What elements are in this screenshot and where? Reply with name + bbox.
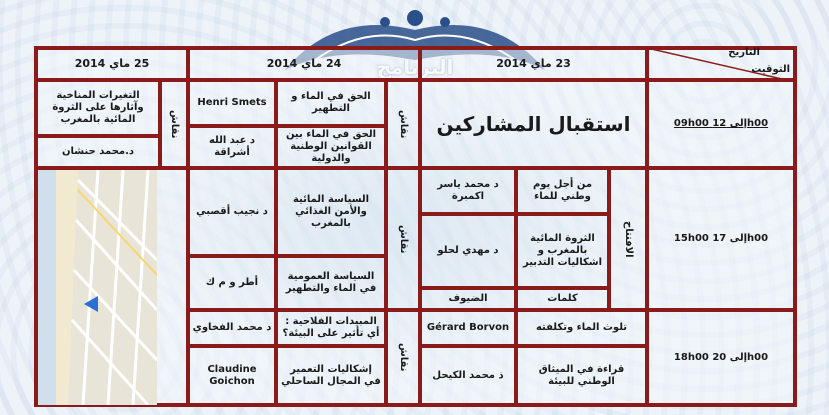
time-slot-2-text: 15h00 إلى 17h00 (673, 233, 769, 244)
day2-talk4-title: السياسة العمومية في الماء والتطهير (276, 256, 386, 310)
day2-pause2-text: نقاش (398, 224, 409, 254)
day2-pause1 (386, 80, 420, 168)
header-day3: 25 ماي 2014 (36, 48, 188, 80)
header-day2: 24 ماي 2014 (188, 48, 420, 80)
day1-opening (609, 168, 647, 310)
day2-pause2 (386, 168, 420, 310)
day1-welcome: استقبال المشاركين (420, 80, 647, 168)
day2-talk5-title: المبيدات الفلاحية : أي تأثير على البيئة؟ (276, 310, 386, 346)
day2-talk1-speaker-text: Henri Smets (197, 97, 267, 108)
day1-talk2-title: الثروة المائية بالمغرب و اشكاليات التدبير (516, 214, 609, 288)
day1-talk3-title: تلوث الماء وتكلفته (516, 310, 647, 346)
day3-talk1-speaker: د.محمد حنشان (36, 136, 160, 168)
day1-talk3-speaker-text: Gérard Borvon (426, 322, 510, 333)
day1-talk3-speaker (420, 310, 516, 346)
time-slot-1-text: 09h00 إلى 12h00 (673, 118, 769, 129)
header-day1: 23 ماي 2014 (420, 48, 647, 80)
day1-guests-title: كلمات (516, 288, 609, 310)
time-slot-3-text: 18h00 إلى 20h00 (673, 351, 769, 363)
date-label: التاريخ (728, 47, 760, 58)
time-slot-1 (647, 80, 795, 168)
day1-talk4-title: قراءة في الميثاق الوطني للبيئة (516, 346, 647, 405)
day1-talk4-speaker: ذ محمد الكيحل (420, 346, 516, 405)
day1-talk2-speaker: د مهدي لحلو (420, 214, 516, 288)
location-map (38, 170, 157, 405)
day2-talk4-speaker: أطر و م ك (188, 256, 276, 310)
day2-talk3-title: السياسة المائية والأمن الغذائي بالمغرب (276, 168, 386, 256)
time-label: التوقيت (751, 64, 790, 75)
day1-talk1-speaker: د محمد ياسر اكمبرة (420, 168, 516, 214)
day3-pause1-text: نقاش (169, 109, 180, 139)
day2-talk6-speaker-text: Claudine Goichon (207, 363, 257, 387)
day1-opening-text: الافتتاح (623, 220, 634, 258)
day2-talk6-speaker (188, 346, 276, 405)
day2-talk1-title: الحق في الماء و التطهير (276, 80, 386, 126)
day2-pause1-text: نقاش (398, 109, 409, 139)
day2-talk2-title: الحق في الماء بين القوانين الوطنية والدولية (276, 126, 386, 168)
day3-pause1 (160, 80, 188, 168)
day1-pause3-text: نقاش (398, 343, 409, 372)
day2-talk3-speaker: د نجيب أقصبي (188, 168, 276, 256)
day1-talk1-title: من أجل يوم وطني للماء (516, 168, 609, 214)
day2-talk5-speaker: د محمد الفخاوي (188, 310, 276, 346)
day1-guests-speaker: الضيوف (420, 288, 516, 310)
day2-talk6-title: إشكاليات التعمير في المجال الساحلي (276, 346, 386, 405)
day3-talk1-title: التغيرات المناخية وآثارها على الثروة المائية بالمغرب (36, 80, 160, 136)
day1-pause3 (386, 310, 420, 405)
time-slot-3 (647, 310, 795, 405)
time-slot-2 (647, 168, 795, 310)
day2-talk1-speaker (188, 80, 276, 126)
day2-talk2-speaker: د عبد الله أشراقة (188, 126, 276, 168)
